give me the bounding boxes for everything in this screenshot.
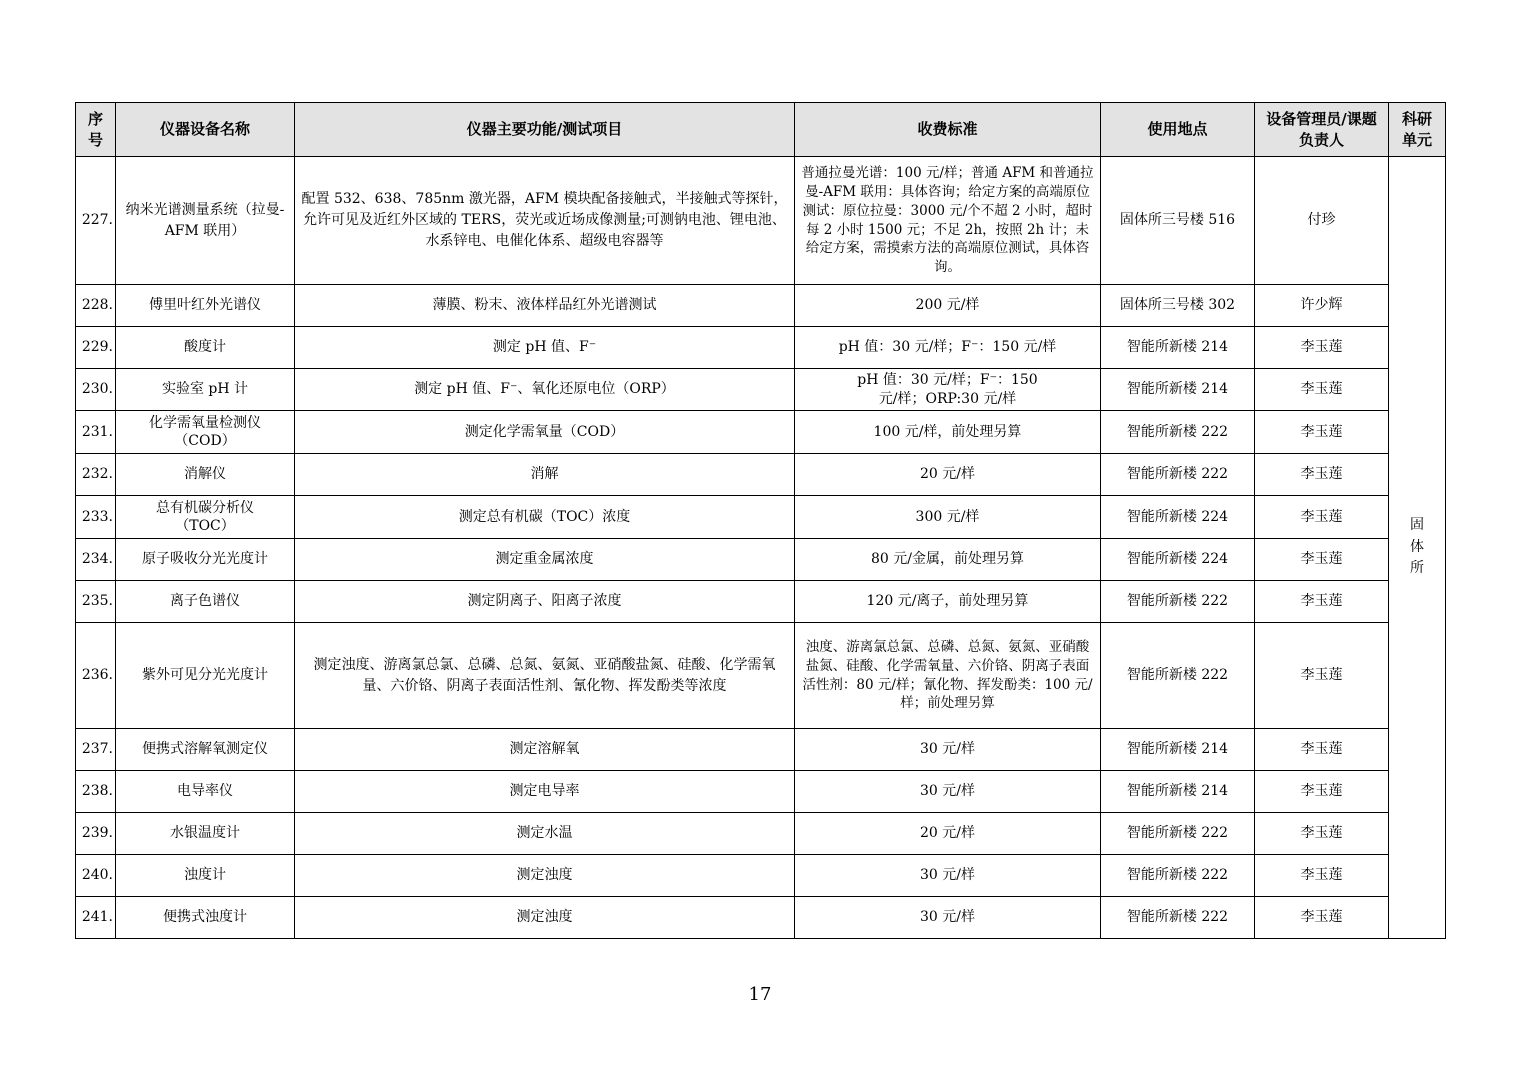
row-fee: 普通拉曼光谱：100 元/样；普通 AFM 和普通拉曼-AFM 联用：具体咨询；给定方案的高端原位测试：原位拉曼：3000 元/个不超 2 小时，超时每 2 小时 1500 元；不足 2h，按照 2h 计；未给定方案，需摸索方法的高端原位测试，具体咨询。	[795, 157, 1101, 285]
header-unit: 科研单元	[1389, 103, 1446, 157]
row-function: 测定浊度	[295, 855, 795, 897]
header-manager: 设备管理员/课题负责人	[1255, 103, 1389, 157]
table-row	[76, 539, 1446, 581]
row-index: 240.	[76, 855, 116, 897]
row-fee: 120 元/离子，前处理另算	[795, 581, 1101, 623]
row-index: 236.	[76, 623, 116, 729]
row-location: 固体所三号楼 516	[1101, 157, 1255, 285]
row-manager: 许少辉	[1255, 285, 1389, 327]
row-fee: 300 元/样	[795, 496, 1101, 539]
row-fee: 20 元/样	[795, 813, 1101, 855]
row-fee: 30 元/样	[795, 897, 1101, 939]
row-manager: 李玉莲	[1255, 369, 1389, 411]
row-name: 原子吸收分光光度计	[116, 539, 295, 581]
table-row	[76, 496, 1446, 539]
row-manager: 李玉莲	[1255, 813, 1389, 855]
row-manager: 李玉莲	[1255, 496, 1389, 539]
row-manager: 付珍	[1255, 157, 1389, 285]
table-row	[76, 581, 1446, 623]
table-row	[76, 157, 1446, 285]
row-function: 配置 532、638、785nm 激光器，AFM 模块配备接触式，半接触式等探针，允许可见及近红外区域的 TERS，荧光或近场成像测量;可测钠电池、锂电池、水系锌电、电催化体系、超级电容器等	[295, 157, 795, 285]
row-function: 测定阴离子、阳离子浓度	[295, 581, 795, 623]
row-manager: 李玉莲	[1255, 729, 1389, 771]
row-index: 227.	[76, 157, 116, 285]
row-function: 测定总有机碳（TOC）浓度	[295, 496, 795, 539]
table-row	[76, 897, 1446, 939]
row-manager: 李玉莲	[1255, 327, 1389, 369]
row-manager: 李玉莲	[1255, 855, 1389, 897]
row-fee: pH 值：30 元/样；F⁻：150 元/样；ORP:30 元/样	[795, 369, 1101, 411]
row-name: 纳米光谱测量系统（拉曼-AFM 联用）	[116, 157, 295, 285]
row-name: 消解仪	[116, 454, 295, 496]
row-name: 紫外可见分光光度计	[116, 623, 295, 729]
row-manager: 李玉莲	[1255, 581, 1389, 623]
row-location: 智能所新楼 222	[1101, 411, 1255, 454]
row-name: 水银温度计	[116, 813, 295, 855]
row-manager: 李玉莲	[1255, 454, 1389, 496]
row-index: 238.	[76, 771, 116, 813]
header-fee: 收费标准	[795, 103, 1101, 157]
row-function: 测定电导率	[295, 771, 795, 813]
row-function: 薄膜、粉末、液体样品红外光谱测试	[295, 285, 795, 327]
row-location: 智能所新楼 222	[1101, 454, 1255, 496]
row-name: 化学需氧量检测仪（COD）	[116, 411, 295, 454]
row-name: 总有机碳分析仪（TOC）	[116, 496, 295, 539]
header-row	[76, 103, 1446, 157]
row-manager: 李玉莲	[1255, 623, 1389, 729]
row-fee: 20 元/样	[795, 454, 1101, 496]
row-name: 酸度计	[116, 327, 295, 369]
row-fee: 100 元/样，前处理另算	[795, 411, 1101, 454]
row-name: 电导率仪	[116, 771, 295, 813]
row-manager: 李玉莲	[1255, 411, 1389, 454]
row-index: 235.	[76, 581, 116, 623]
row-location: 智能所新楼 222	[1101, 855, 1255, 897]
row-fee: 30 元/样	[795, 771, 1101, 813]
row-location: 智能所新楼 222	[1101, 897, 1255, 939]
row-fee: pH 值：30 元/样；F⁻：150 元/样	[795, 327, 1101, 369]
row-index: 233.	[76, 496, 116, 539]
table-row	[76, 855, 1446, 897]
row-index: 229.	[76, 327, 116, 369]
row-location: 智能所新楼 214	[1101, 729, 1255, 771]
row-function: 消解	[295, 454, 795, 496]
table-row	[76, 369, 1446, 411]
row-name: 浊度计	[116, 855, 295, 897]
row-function: 测定浊度	[295, 897, 795, 939]
table-row	[76, 771, 1446, 813]
row-function: 测定化学需氧量（COD）	[295, 411, 795, 454]
header-name: 仪器设备名称	[116, 103, 295, 157]
row-function: 测定重金属浓度	[295, 539, 795, 581]
row-index: 237.	[76, 729, 116, 771]
row-name: 便携式溶解氧测定仪	[116, 729, 295, 771]
row-fee: 200 元/样	[795, 285, 1101, 327]
header-function: 仪器主要功能/测试项目	[295, 103, 795, 157]
row-name: 傅里叶红外光谱仪	[116, 285, 295, 327]
equipment-table	[75, 102, 1446, 939]
row-fee: 浊度、游离氯总氯、总磷、总氮、氨氮、亚硝酸盐氮、硅酸、化学需氧量、六价铬、阴离子表面活性剂：80 元/样；氰化物、挥发酚类：100 元/样；前处理另算	[795, 623, 1101, 729]
research-unit-cell: 固体所	[1389, 157, 1446, 939]
row-name: 实验室 pH 计	[116, 369, 295, 411]
row-function: 测定浊度、游离氯总氯、总磷、总氮、氨氮、亚硝酸盐氮、硅酸、化学需氧量、六价铬、阴离子表面活性剂、氰化物、挥发酚类等浓度	[295, 623, 795, 729]
row-manager: 李玉莲	[1255, 897, 1389, 939]
row-name: 便携式浊度计	[116, 897, 295, 939]
table-row	[76, 454, 1446, 496]
row-fee: 30 元/样	[795, 855, 1101, 897]
row-location: 智能所新楼 222	[1101, 581, 1255, 623]
row-location: 智能所新楼 214	[1101, 771, 1255, 813]
row-index: 234.	[76, 539, 116, 581]
row-index: 228.	[76, 285, 116, 327]
table-row	[76, 327, 1446, 369]
row-index: 230.	[76, 369, 116, 411]
row-location: 智能所新楼 214	[1101, 327, 1255, 369]
header-location: 使用地点	[1101, 103, 1255, 157]
row-name: 离子色谱仪	[116, 581, 295, 623]
row-index: 231.	[76, 411, 116, 454]
table-row	[76, 623, 1446, 729]
row-manager: 李玉莲	[1255, 539, 1389, 581]
row-location: 智能所新楼 224	[1101, 496, 1255, 539]
row-function: 测定 pH 值、F⁻、氧化还原电位（ORP）	[295, 369, 795, 411]
row-index: 232.	[76, 454, 116, 496]
row-location: 固体所三号楼 302	[1101, 285, 1255, 327]
table-row	[76, 813, 1446, 855]
table-row	[76, 729, 1446, 771]
row-location: 智能所新楼 214	[1101, 369, 1255, 411]
row-function: 测定水温	[295, 813, 795, 855]
row-location: 智能所新楼 224	[1101, 539, 1255, 581]
row-manager: 李玉莲	[1255, 771, 1389, 813]
table-row	[76, 411, 1446, 454]
row-index: 241.	[76, 897, 116, 939]
row-index: 239.	[76, 813, 116, 855]
table-row	[76, 285, 1446, 327]
row-location: 智能所新楼 222	[1101, 623, 1255, 729]
row-location: 智能所新楼 222	[1101, 813, 1255, 855]
header-index: 序号	[76, 103, 116, 157]
row-function: 测定溶解氧	[295, 729, 795, 771]
row-fee: 80 元/金属，前处理另算	[795, 539, 1101, 581]
row-function: 测定 pH 值、F⁻	[295, 327, 795, 369]
row-fee: 30 元/样	[795, 729, 1101, 771]
page-number: 17	[748, 984, 772, 1005]
